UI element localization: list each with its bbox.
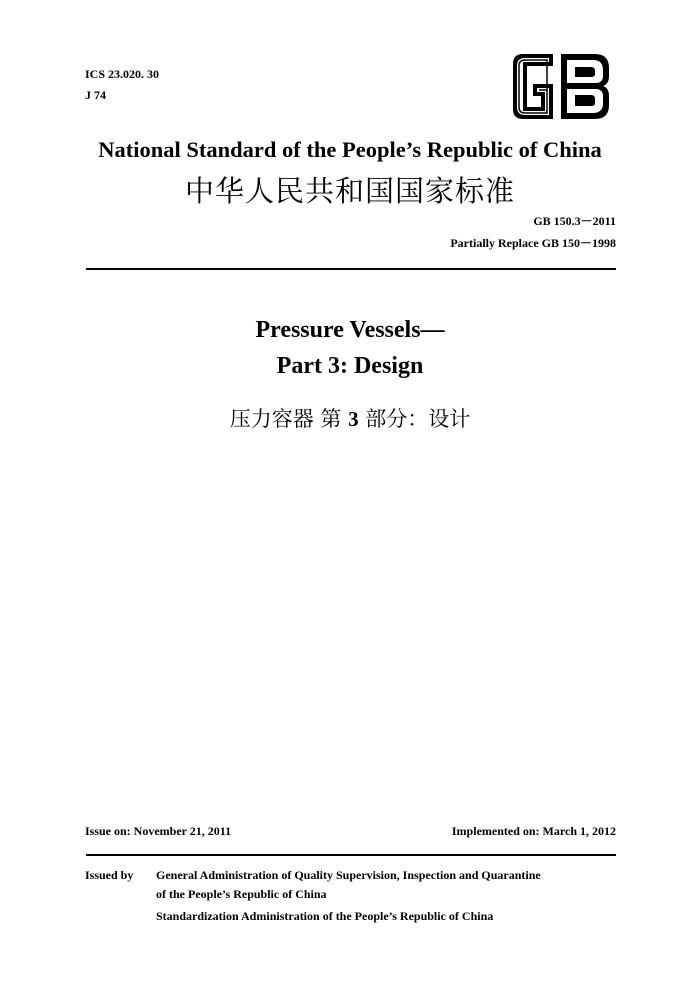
national-standard-title-en: National Standard of the People’s Republic of China xyxy=(98,137,602,162)
classification-code: J 74 xyxy=(85,88,106,102)
issuer-line-3: Standardization Administration of the People’s Republic of China xyxy=(156,909,494,923)
gb-logo-letter-g xyxy=(513,54,553,119)
issuer-line-2: of the People’s Republic of China xyxy=(156,887,327,901)
gb-logo-letter-b xyxy=(561,54,609,119)
standard-number: GB 150.3－2011 xyxy=(533,214,616,228)
top-divider xyxy=(86,268,616,270)
national-standard-title-cn: 中华人民共和国国家标准 xyxy=(184,174,515,208)
ics-code: ICS 23.020. 30 xyxy=(85,67,160,81)
issue-date: Issue on: November 21, 2011 xyxy=(85,824,232,838)
document-title-cn xyxy=(0,404,700,434)
document-title-cn-part1: 压力容器 第 xyxy=(229,407,342,431)
issued-by-label: Issued by xyxy=(85,868,134,882)
replaces-standard: Partially Replace GB 150－1998 xyxy=(450,236,616,250)
implementation-date: Implemented on: March 1, 2012 xyxy=(451,824,616,838)
document-title-line1: Pressure Vessels— xyxy=(255,317,445,343)
document-title-cn-part2: 部分：设计 xyxy=(365,407,471,431)
document-title-cn-number: 3 xyxy=(348,407,359,431)
bottom-divider xyxy=(86,854,616,856)
issuer-line-1: General Administration of Quality Supervision, Inspection and Quarantine xyxy=(156,868,541,882)
gb-logo xyxy=(509,50,613,123)
document-title-line2: Part 3: Design xyxy=(276,353,424,379)
